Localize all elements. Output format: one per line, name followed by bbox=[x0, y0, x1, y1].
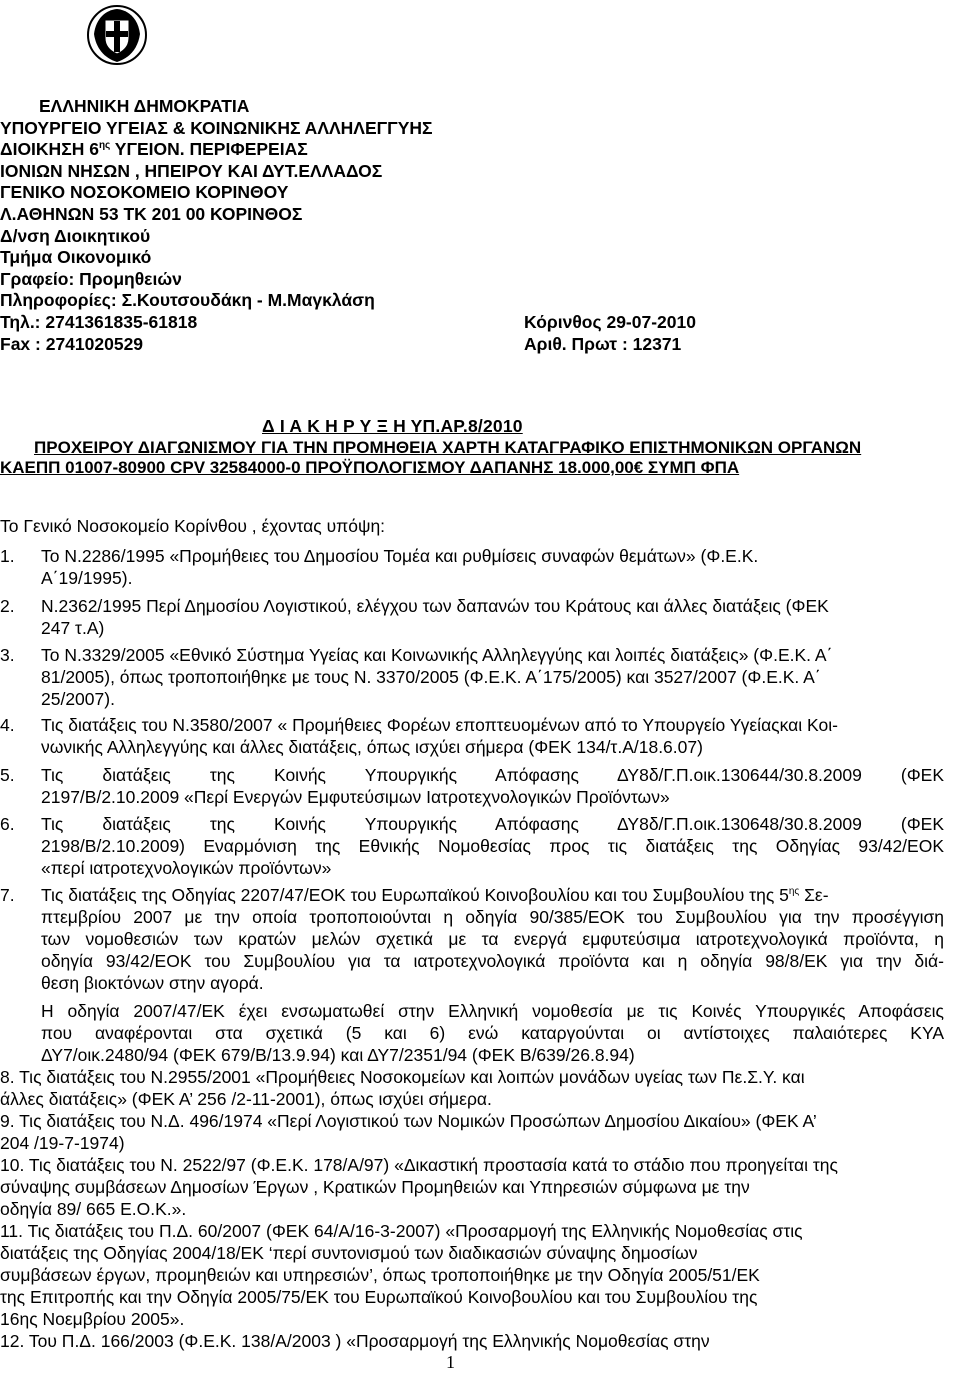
list-item-line: 9. Τις διατάξεις του Ν.Δ. 496/1974 «Περί Λογιστικού των Νομικών Προσώπων Δημοσίου Δικαίου» (ΦΕΚ Α’ bbox=[0, 1111, 817, 1131]
list-item-line: 2197/Β/2.10.2009 «Περί Ενεργών Εμφυτεύσιμων Ιατροτεχνολογικών Προϊόντων» bbox=[41, 787, 670, 807]
list-item-line: διατάξεις της Οδηγίας 2004/18/ΕΚ ‘περί συντονισμού των διαδικασιών σύναψης δημοσίων bbox=[0, 1243, 698, 1263]
list-item-line: συμβάσεων έργων, προμηθειών και υπηρεσιών’, όπως τροποποιήθηκε με την Οδηγία 2005/51/ΕΚ bbox=[0, 1265, 760, 1285]
list-number: 3. bbox=[0, 645, 15, 665]
list-number: 5. bbox=[0, 765, 15, 785]
superscript: ης bbox=[98, 140, 111, 152]
letterhead-line: Πληροφορίες: Σ.Κουτσουδάκη - Μ.Μαγκλάση bbox=[0, 290, 375, 311]
protocol-number: Αριθ. Πρωτ : 12371 bbox=[524, 334, 682, 354]
list-item-line: σύναψης συμβάσεων Δημοσίων Έργων , Κρατικών Προμηθειών και Υπηρεσιών σύμφωνα με την bbox=[0, 1177, 750, 1197]
list-item-text: Σε- bbox=[799, 885, 829, 905]
list-number: 1. bbox=[0, 546, 15, 566]
letterhead-line: Δ/νση Διοικητικού bbox=[0, 225, 151, 246]
letterhead-line-with-sup bbox=[0, 139, 460, 161]
list-number: 6. bbox=[0, 814, 15, 834]
list-item-line: Το Ν.3329/2005 «Εθνικό Σύστημα Υγείας και Κοινωνικής Αλληλεγγύης και λοιπές διατάξεις» (Φ.Ε.Κ. Α΄ bbox=[41, 645, 833, 665]
list-item-line: 247 τ.Α) bbox=[41, 618, 105, 638]
page-number: 1 bbox=[446, 1352, 455, 1372]
list-item-line bbox=[41, 884, 829, 906]
list-item-line: Α΄19/1995). bbox=[41, 568, 133, 588]
letterhead-line: ΓΕΝΙΚΟ ΝΟΣΟΚΟΜΕΙΟ ΚΟΡΙΝΘΟΥ bbox=[0, 182, 289, 203]
list-item-line: οδηγία 89/ 665 Ε.Ο.Κ.». bbox=[0, 1199, 187, 1219]
letterhead-line: ΥΠΟΥΡΓΕΙΟ ΥΓΕΙΑΣ & ΚΟΙΝΩΝΙΚΗΣ ΑΛΛΗΛΕΓΓΥΗΣ bbox=[0, 117, 433, 138]
letterhead bbox=[0, 96, 460, 355]
list-item-line: 10. Τις διατάξεις του Ν. 2522/97 (Φ.Ε.Κ. 178/Α/97) «Δικαστική προστασία κατά το στάδιο που προηγείται της bbox=[0, 1155, 838, 1175]
letterhead-line: Γραφείο: Προμηθειών bbox=[0, 268, 182, 289]
list-item-line: άλλες διατάξεις» (ΦΕΚ Α’ 256 /2-11-2001), όπως ισχύει σήμερα. bbox=[0, 1089, 492, 1109]
list-item-line: Ν.2362/1995 Περί Δημοσίου Λογιστικού, ελέγχου των δαπανών του Κράτους και άλλες διατάξεις (ΦΕΚ bbox=[41, 596, 829, 616]
list-item-line: Τις διατάξεις της Κοινής Υπουργικής Απόφασης ΔΥ8δ/Γ.Π.οικ.130644/30.8.2009 (ΦΕΚ bbox=[41, 765, 944, 785]
list-item-line: που αναφέρονται στα σχετικά (5 και 6) ενώ καταργούνται οι αντίστοιχες παλαιότερες ΚΥΑ bbox=[41, 1023, 944, 1043]
list-item-text: Τις διατάξεις της Οδηγίας 2207/47/ΕΟΚ του Ευρωπαϊκού Κοινοβουλίου και του Συμβουλίου της 5 bbox=[41, 885, 789, 905]
letterhead-line: ΙΟΝΙΩΝ ΝΗΣΩΝ , ΗΠΕΙΡΟΥ ΚΑΙ ΔΥΤ.ΕΛΛΑΔΟΣ bbox=[0, 160, 383, 181]
document-title: Δ Ι Α Κ Η Ρ Υ Ξ Η ΥΠ.ΑΡ.8/2010 bbox=[262, 416, 523, 436]
letterhead-line: Fax : 2741020529 bbox=[0, 333, 144, 354]
list-item-line: 25/2007). bbox=[41, 689, 115, 709]
list-item-line: πτεμβρίου 2007 με την οποία τροποποιούνται η οδηγία 90/385/ΕΟΚ του Συμβουλίου για την προσέγγιση bbox=[41, 907, 944, 927]
letterhead-text: ΥΓΕΙΟΝ. ΠΕΡΙΦΕΡΕΙΑΣ bbox=[110, 139, 308, 160]
list-item-line: Η οδηγία 2007/47/ΕΚ έχει ενσωματωθεί στην Ελληνική νομοθεσία με τις Κοινές Υπουργικές Αποφάσεις bbox=[41, 1001, 944, 1021]
list-number: 4. bbox=[0, 715, 15, 735]
subject-line: ΚΑΕΠΠ 01007-80900 CPV 32584000-0 ΠΡΟΫΠΟΛΟΓΙΣΜΟΥ ΔΑΠΑΝΗΣ 18.000,00€ ΣΥΜΠ ΦΠΑ bbox=[0, 458, 740, 477]
letterhead-line: Λ.ΑΘΗΝΩΝ 53 ΤΚ 201 00 ΚΟΡΙΝΘΟΣ bbox=[0, 203, 303, 224]
subject-line: ΠΡΟΧΕΙΡΟΥ ΔΙΑΓΩΝΙΣΜΟΥ ΓΙΑ ΤΗΝ ΠΡΟΜΗΘΕΙΑ ΧΑΡΤΗ ΚΑΤΑΓΡΑΦΙΚΟ ΕΠΙΣΤΗΜΟΝΙΚΩΝ ΟΡΓΑΝΩΝ bbox=[34, 438, 862, 457]
letterhead-line: Τμήμα Οικονομικό bbox=[0, 247, 152, 268]
list-number: 7. bbox=[0, 885, 15, 905]
list-item-line: της Επιτροπής και την Οδηγία 2005/75/ΕΚ του Ευρωπαϊκού Κοινοβουλίου και του Συμβουλίου της bbox=[0, 1287, 758, 1307]
list-item-line: Τις διατάξεις του Ν.3580/2007 « Προμήθειες Φορέων εποπτευομένων από το Υπουργείο Υγείαςκαι Κοι- bbox=[41, 715, 838, 735]
list-item-line: Τις διατάξεις της Κοινής Υπουργικής Απόφασης ΔΥ8δ/Γ.Π.οικ.130648/30.8.2009 (ΦΕΚ bbox=[41, 814, 944, 834]
list-item-line: 2198/Β/2.10.2009) Εναρμόνιση της Εθνικής Νομοθεσίας προς τις διατάξεις της Οδηγίας 93/42/ΕΟΚ bbox=[41, 836, 944, 856]
intro-text: Το Γενικό Νοσοκομείο Κορίνθου , έχοντας υπόψη: bbox=[0, 516, 386, 536]
list-item-line: οδηγία 93/42/ΕΟΚ του Συμβουλίου για τα ιατροτεχνολογικά προϊόντα και η οδηγία 98/8/ΕΚ για την διά- bbox=[41, 951, 944, 971]
list-item-line: 16ης Νοεμβρίου 2005». bbox=[0, 1309, 185, 1329]
document-date: Κόρινθος 29-07-2010 bbox=[524, 312, 696, 332]
greek-coat-of-arms-icon bbox=[86, 4, 148, 66]
list-item-line: 11. Τις διατάξεις του Π.Δ. 60/2007 (ΦΕΚ 64/Α/16-3-2007) «Προσαρμογή της Ελληνικής Νομοθεσίας στις bbox=[0, 1221, 803, 1241]
list-item-line: θεση βιοκτόνων στην αγορά. bbox=[41, 973, 264, 993]
letterhead-line: Τηλ.: 2741361835-61818 bbox=[0, 311, 198, 332]
list-item-line: «περί ιατροτεχνολογικών προϊόντων» bbox=[41, 858, 332, 878]
list-item-line: των νομοθεσιών των κρατών μελών σχετικά με τα ενεργά εμφυτεύσιμα ιατροτεχνολογικά προϊόντα, η bbox=[41, 929, 944, 949]
letterhead-text: ΔΙΟΙΚΗΣΗ 6 bbox=[0, 139, 99, 160]
list-item-line: 8. Τις διατάξεις του Ν.2955/2001 «Προμήθειες Νοσοκομείων και λοιπών μονάδων υγείας των Πε.Σ.Υ. και bbox=[0, 1067, 805, 1087]
list-item-line: 12. Του Π.Δ. 166/2003 (Φ.Ε.Κ. 138/Α/2003 ) «Προσαρμογή της Ελληνικής Νομοθεσίας στην bbox=[0, 1331, 710, 1351]
list-number: 2. bbox=[0, 596, 15, 616]
list-item-line: ΔΥ7/οικ.2480/94 (ΦΕΚ 679/Β/13.9.94) και ΔΥ7/2351/94 (ΦΕΚ Β/639/26.8.94) bbox=[41, 1045, 635, 1065]
superscript: ης bbox=[788, 886, 800, 898]
letterhead-line: ΕΛΛΗΝΙΚΗ ΔΗΜΟΚΡΑΤΙΑ bbox=[39, 96, 250, 116]
list-item-line: νωνικής Αλληλεγγύης και άλλες διατάξεις, όπως ισχύει σήμερα (ΦΕΚ 134/τ.Α/18.6.07) bbox=[41, 737, 703, 757]
list-item-line: 204 /19-7-1974) bbox=[0, 1133, 125, 1153]
list-item-line: 81/2005), όπως τροποποιήθηκε με τους Ν. 3370/2005 (Φ.Ε.Κ. Α΄175/2005) και 3527/2007 (Φ.Ε.Κ. Α΄ bbox=[41, 667, 821, 687]
subject-block bbox=[0, 438, 960, 478]
list-item-line: Το Ν.2286/1995 «Προμήθειες του Δημοσίου Τομέα και ρυθμίσεις συναφών θεμάτων» (Φ.Ε.Κ. bbox=[41, 546, 759, 566]
